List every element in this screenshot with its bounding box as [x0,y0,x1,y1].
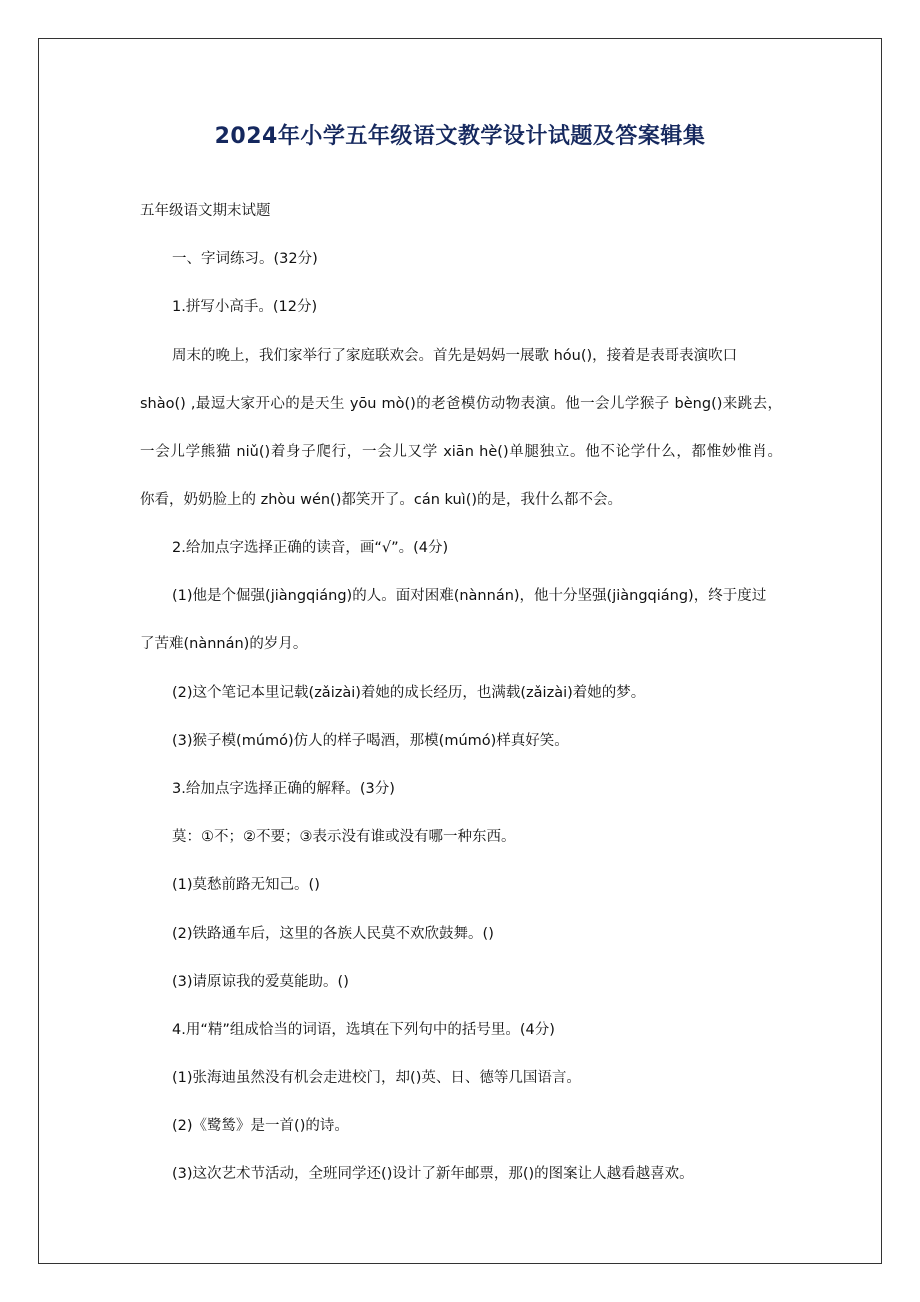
question-2-item-1: (1)他是个倔强(jiàngqiáng)的人。面对困难(nànnán)，他十分坚强(jiàngqiáng)，终于度过 [172,588,767,604]
question-3-item-2: (2)铁路通车后，这里的各族人民莫不欢欣鼓舞。() [172,926,494,942]
section-heading: 一、字词练习。(32分) [172,251,318,267]
question-1-text-line: 你看，奶奶脸上的 zhòu wén()都笑开了。cán kuì()的是，我什么都不会。 [140,492,623,508]
question-3-definitions: 莫：①不；②不要；③表示没有谁或没有哪一种东西。 [172,829,516,845]
question-1-text-line: shào() ,最逗大家开心的是天生 yōu mò()的老爸模仿动物表演。他一会儿学猴子 bèng()来跳去， [140,396,782,412]
exam-subtitle: 五年级语文期末试题 [140,203,271,219]
question-2-item-1-continued: 了苦难(nànnán)的岁月。 [140,636,308,652]
question-1-text-line: 周末的晚上，我们家举行了家庭联欢会。首先是妈妈一展歌 hóu()，接着是表哥表演吹口 [172,348,738,364]
question-2-item-2: (2)这个笔记本里记载(zǎizài)着她的成长经历，也满载(zǎizài)着她的梦。 [172,685,646,701]
question-3-item-1: (1)莫愁前路无知己。() [172,877,320,893]
document-title: 2024年小学五年级语文教学设计试题及答案辑集 [214,124,706,149]
question-4-item-3: (3)这次艺术节活动，全班同学还()设计了新年邮票，那()的图案让人越看越喜欢。 [172,1166,694,1182]
question-3-heading: 3.给加点字选择正确的解释。(3分) [172,781,395,797]
question-2-item-3: (3)猴子模(múmó)仿人的样子喝酒，那模(múmó)样真好笑。 [172,733,569,749]
question-4-item-2: (2)《鹭鸶》是一首()的诗。 [172,1118,349,1134]
question-4-item-1: (1)张海迪虽然没有机会走进校门，却()英、日、德等几国语言。 [172,1070,581,1086]
question-2-heading: 2.给加点字选择正确的读音，画“√”。(4分) [172,540,449,556]
question-1-text-line: 一会儿学熊猫 niǔ()着身子爬行，一会儿又学 xiān hè()单腿独立。他不论学什么，都惟妙惟肖。 [140,444,782,460]
question-1-heading: 1.拼写小高手。(12分) [172,299,318,315]
question-4-heading: 4.用“精”组成恰当的词语，选填在下列句中的括号里。(4分) [172,1022,555,1038]
question-3-item-3: (3)请原谅我的爱莫能助。() [172,974,349,990]
